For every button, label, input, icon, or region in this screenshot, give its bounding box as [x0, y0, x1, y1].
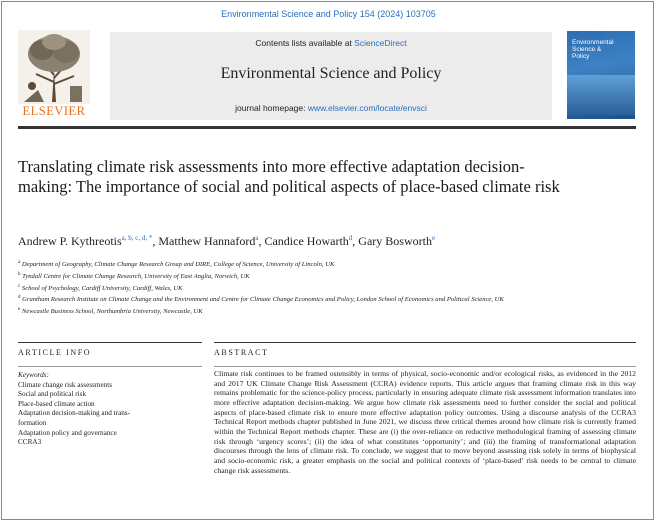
homepage-prefix: journal homepage:	[235, 103, 308, 113]
affiliation-item	[18, 258, 558, 270]
article-title: Translating climate risk assessments into more effective adaptation decision-making: The importance of social and political aspects of place-based climate risk	[18, 157, 560, 196]
author-affiliation-marks[interactable]: d	[348, 234, 353, 242]
abstract-rule	[214, 366, 636, 367]
author-list	[18, 234, 638, 249]
publisher-name: ELSEVIER	[22, 104, 86, 118]
contents-prefix: Contents lists available at	[255, 38, 355, 48]
author-separator: ,	[352, 234, 359, 248]
abstract-top-rule	[214, 342, 636, 343]
abstract-text: Climate risk continues to be framed ostensibly in terms of physical, socio-economic and/or ecological risks, as evidenced in the 2012 and 2017 UK Climate Change Risk Assessment (CCRA) evidence reports. This article argues that framing climate risk in this way remains problematic for the science-policy process, particularly in ensuring adequate climate risk assessment information translates into more effective adaptation decision-making. We argue how climate risk assessments need to further consider the social and political aspects of place-based climate risk to ensure more effective adaptation policy outcomes. Using a discourse analysis of the CCRA3 Technical Report methods chapter published in June 2021, we discuss three critical themes around how climate risk is currently framed within the Technical Report methods chapter. These are (i) the over-reliance on reductive methodological framing of assessing climate risk through ‘urgency scores’; (ii) the idea of what constitutes ‘opportunity’; and (iii) the framing of transformational adaptation discourses through the lens of climate risk. To conclude, we suggest that to move beyond assessing risk solely in terms of biophysical and socio-economic risk, a greater emphasis on the social and political contexts of ‘place-based’ risk needs to be central to climate change risk assessments.	[214, 369, 636, 475]
article-info-heading: ARTICLE INFO	[18, 348, 92, 357]
homepage-link[interactable]: www.elsevier.com/locate/envsci	[307, 103, 427, 113]
author-name[interactable]: Matthew Hannaford	[158, 234, 256, 248]
journal-title: Environmental Science and Policy	[220, 65, 442, 82]
journal-banner	[110, 32, 552, 120]
affiliation-mark: e	[18, 307, 21, 313]
author-separator: ,	[152, 234, 159, 248]
author-affiliation-marks[interactable]: e	[431, 234, 436, 242]
article-info-rule	[18, 366, 202, 367]
journal-reference[interactable]: Environmental Science and Policy 154 (2024) 103705	[221, 9, 436, 19]
affiliation-mark: c	[18, 283, 21, 289]
affiliation-text: Tyndall Centre for Climate Change Research, University of East Anglia, Norwich, UK	[22, 272, 250, 280]
keyword-item: Social and political risk	[18, 390, 87, 399]
keyword-item: CCRA3	[18, 438, 42, 447]
affiliation-mark: d	[18, 295, 21, 301]
author-name[interactable]: Candice Howarth	[264, 234, 349, 248]
header-divider	[18, 126, 636, 129]
cover-title-line: Science &	[572, 46, 602, 53]
affiliation-text: Department of Geography, Climate Change Research Group and DIRE, College of Science, University of Lincoln, UK	[21, 261, 335, 269]
sciencedirect-link[interactable]: ScienceDirect	[354, 38, 407, 48]
cover-title	[572, 39, 632, 60]
affiliation-item	[18, 282, 558, 294]
affiliation-mark: b	[18, 271, 21, 277]
author-separator: ,	[258, 234, 265, 248]
article-info-top-rule	[18, 342, 202, 343]
journal-cover-thumbnail[interactable]	[567, 31, 635, 119]
keyword-item: Climate change risk assessments	[18, 380, 113, 389]
keyword-item: Adaptation policy and governance	[18, 428, 117, 437]
author-name[interactable]: Andrew P. Kythreotis	[18, 234, 122, 248]
affiliation-text: School of Psychology, Cardiff University, Cardiff, Wales, UK	[21, 284, 183, 292]
keyword-item: formation	[18, 418, 47, 427]
keyword-item: Place-based climate action	[18, 399, 95, 408]
affiliation-text: Newcastle Business School, Northumbria University, Newcastle, UK	[21, 308, 203, 316]
keywords-label: Keywords:	[18, 371, 49, 379]
cover-image	[567, 75, 635, 115]
keywords-block	[18, 371, 202, 448]
cover-title-line: Policy	[572, 53, 590, 60]
affiliation-list	[18, 258, 558, 317]
author-name[interactable]: Gary Bosworth	[358, 234, 432, 248]
keyword-item: Adaptation decision-making and trans-	[18, 409, 130, 418]
abstract-heading: ABSTRACT	[214, 348, 269, 357]
affiliation-item	[18, 293, 558, 305]
homepage-line	[110, 103, 552, 113]
affiliation-item	[18, 270, 558, 282]
affiliation-item	[18, 305, 558, 317]
cover-title-line: Environmental	[572, 39, 614, 46]
contents-line	[110, 38, 552, 48]
affiliation-text: Grantham Research Institute on Climate Change and the Environment and Centre for Climate Change Economics and Policy, London School of Economics and Political Science, UK	[22, 296, 504, 304]
affiliation-mark: a	[18, 260, 21, 265]
author-affiliation-marks[interactable]: a, b, c, d, *	[121, 234, 153, 242]
author-affiliation-marks[interactable]: a	[255, 234, 259, 242]
